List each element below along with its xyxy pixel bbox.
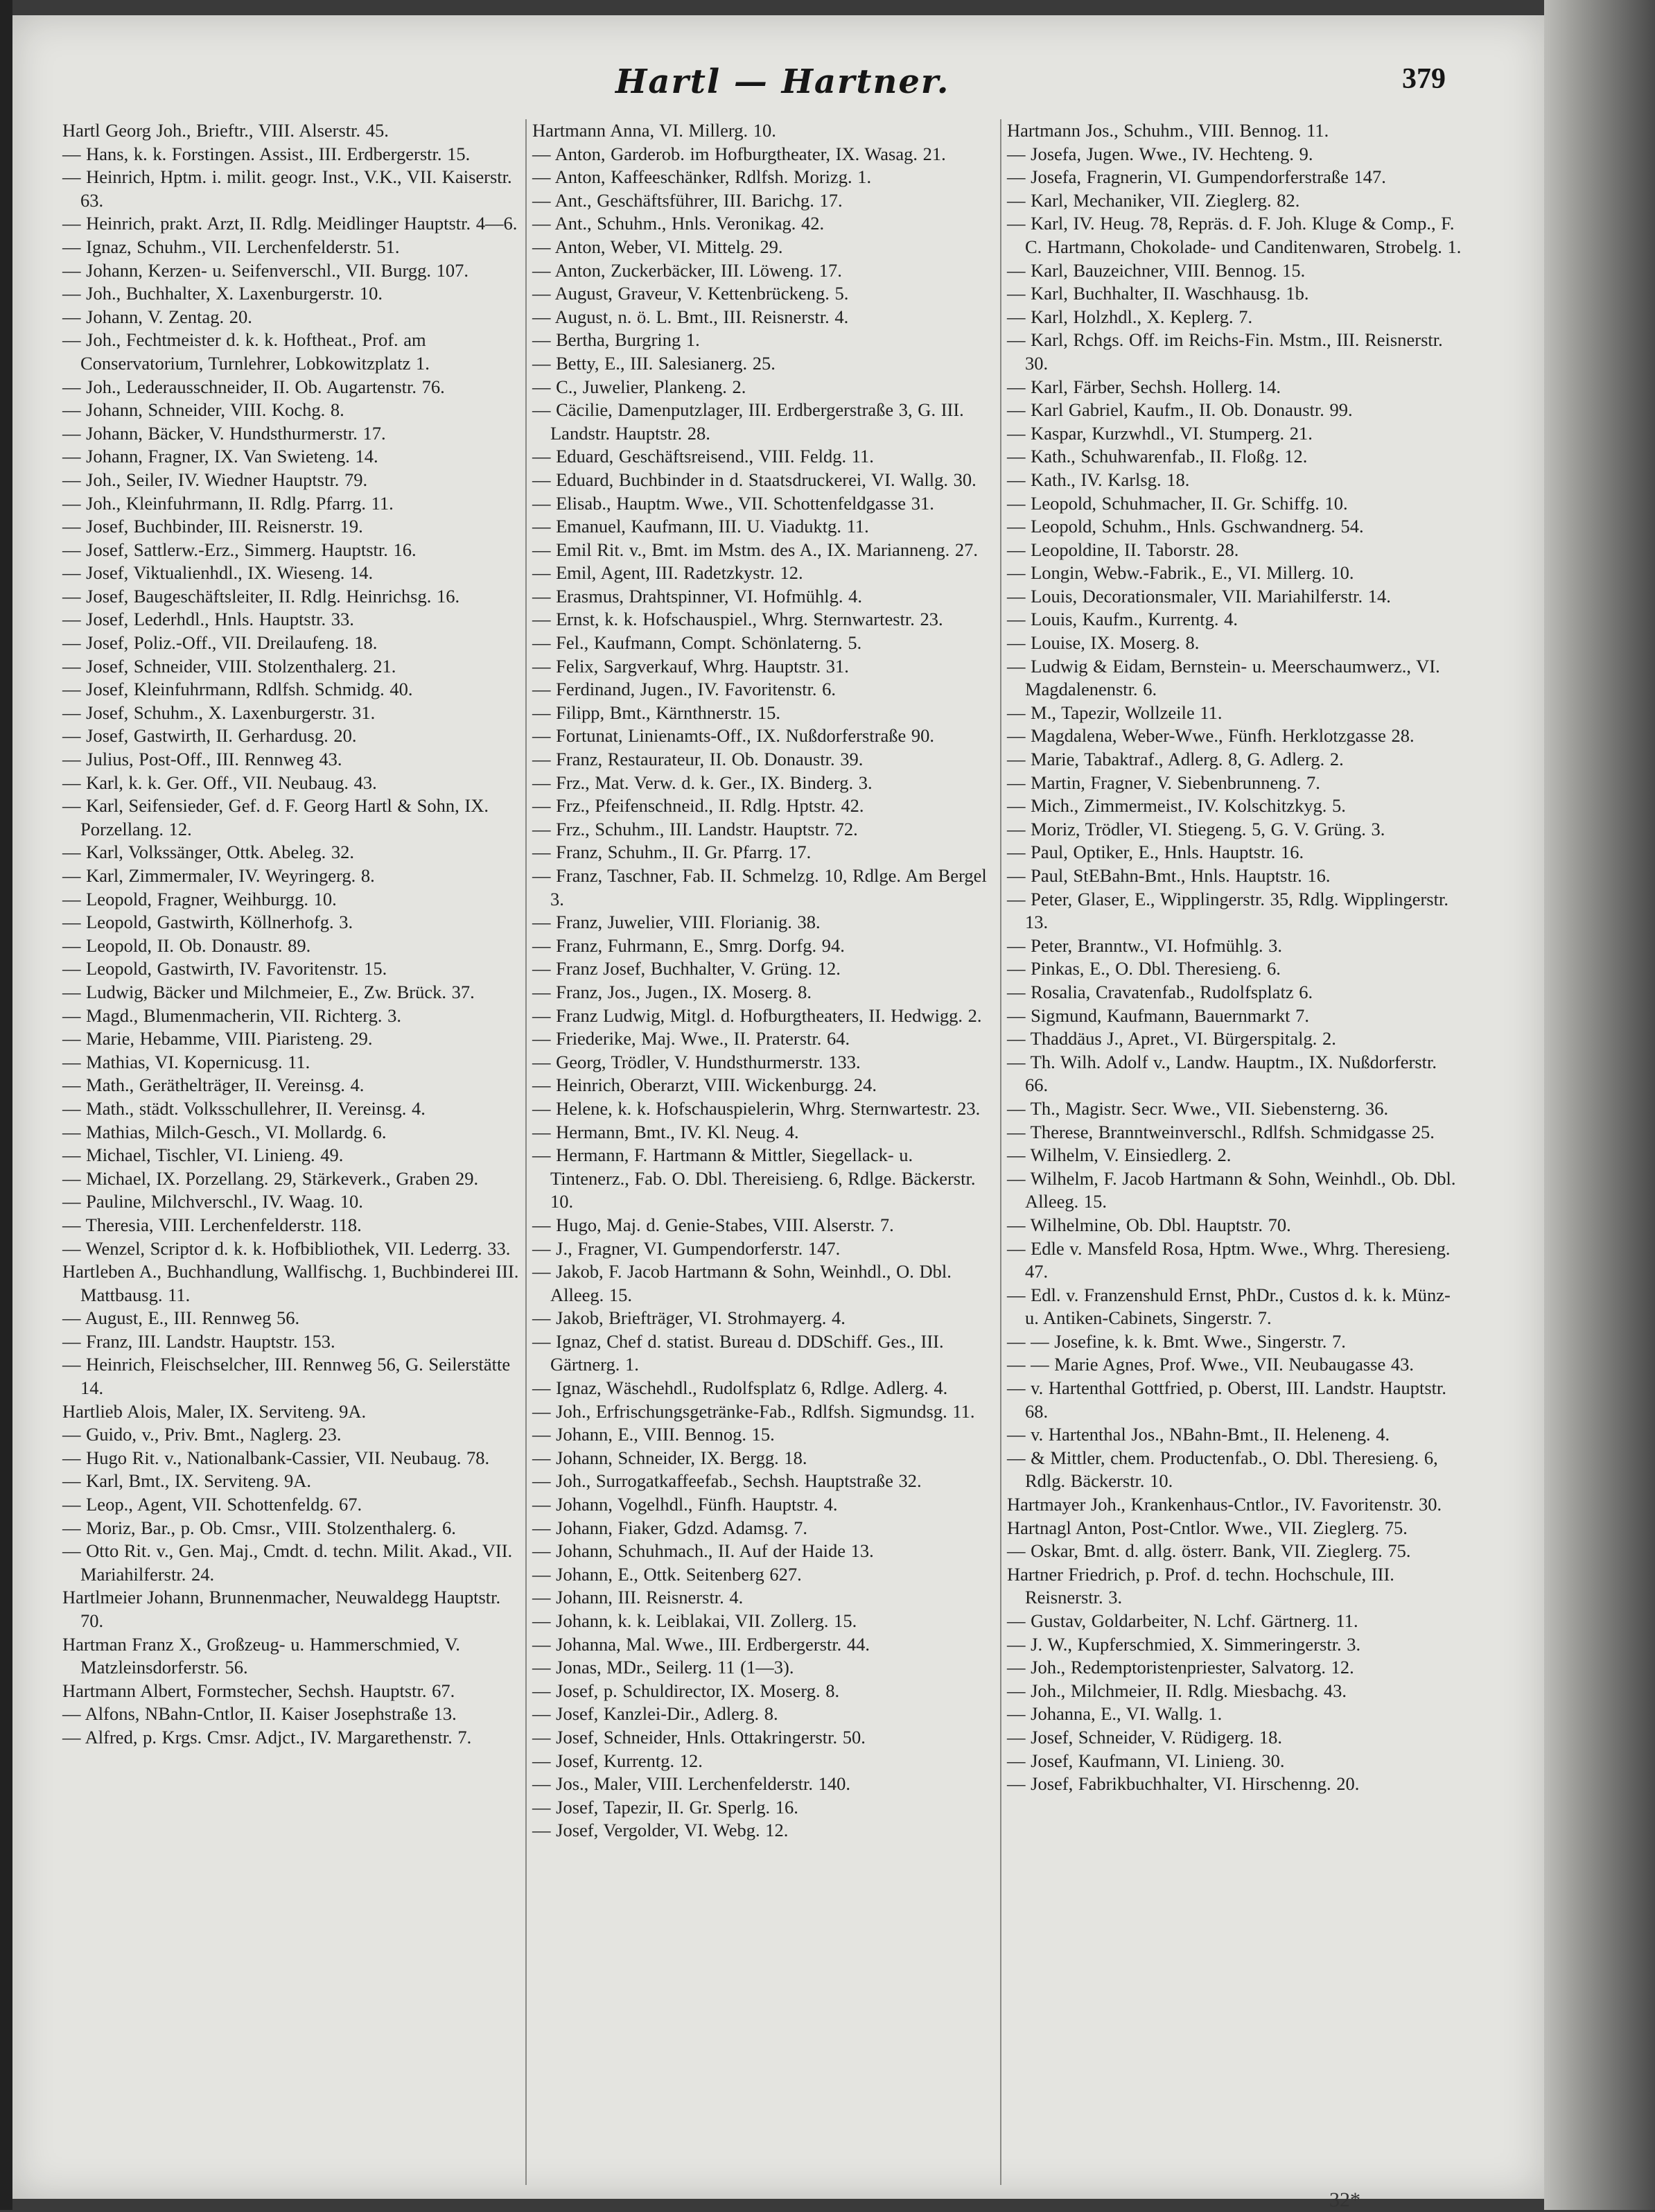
directory-entry: — Moriz, Trödler, VI. Stiegeng. 5, G. V. Grüng. 3. bbox=[1007, 818, 1385, 839]
directory-entry: — Ignaz, Schuhm., VII. Lerchenfelderstr. 51. bbox=[62, 236, 400, 257]
directory-entry: — Leopold, II. Ob. Donaustr. 89. bbox=[62, 934, 311, 956]
directory-entry: — Erasmus, Drahtspinner, VI. Hofmühlg. 4. bbox=[532, 585, 862, 607]
directory-entry: — Johanna, Mal. Wwe., III. Erdbergerstr. 44. bbox=[532, 1633, 870, 1655]
directory-entry: — Betty, E., III. Salesianerg. 25. bbox=[532, 352, 776, 374]
directory-entry: — Marie, Tabaktraf., Adlerg. 8, G. Adlerg. 2. bbox=[1007, 749, 1344, 770]
directory-entry: — Wilhelm, F. Jacob Hartmann & Sohn, Weinhdl., Ob. Dbl. Alleeg. 15. bbox=[1007, 1167, 1456, 1212]
directory-entry: — Josef, Fabrikbuchhalter, VI. Hirschenng. 20. bbox=[1007, 1773, 1360, 1795]
directory-entry: — Otto Rit. v., Gen. Maj., Cmdt. d. techn. Milit. Akad., VII. Mariahilferstr. 24. bbox=[62, 1540, 513, 1585]
directory-entry: — Karl, Volkssänger, Ottk. Abeleg. 32. bbox=[62, 842, 355, 863]
directory-entry: — Joh., Lederausschneider, II. Ob. Augartenstr. 76. bbox=[62, 376, 445, 397]
directory-entry: — Jos., Maler, VIII. Lerchenfelderstr. 140. bbox=[532, 1773, 850, 1795]
directory-entry: — Martin, Fragner, V. Siebenbrunneng. 7. bbox=[1007, 772, 1320, 793]
directory-entry: — Mathias, VI. Kopernicusg. 11. bbox=[62, 1051, 310, 1072]
column-1 bbox=[62, 119, 520, 1750]
directory-entry: — Emanuel, Kaufmann, III. U. Viaduktg. 11. bbox=[532, 516, 869, 537]
directory-entry: — Franz, III. Landstr. Hauptstr. 153. bbox=[62, 1330, 335, 1352]
directory-entry: — Karl, Seifensieder, Gef. d. F. Georg Hartl & Sohn, IX. Porzellang. 12. bbox=[62, 795, 489, 839]
directory-entry: — Louis, Kaufm., Kurrentg. 4. bbox=[1007, 609, 1238, 630]
directory-entry: — Josef, Baugeschäftsleiter, II. Rdlg. Heinrichsg. 16. bbox=[62, 585, 460, 607]
directory-entry: — Karl, IV. Heug. 78, Repräs. d. F. Joh. Kluge & Comp., F. C. Hartmann, Chokolade- und Canditenwaren, Strobelg. 1. bbox=[1007, 213, 1462, 257]
directory-entry: — Frz., Mat. Verw. d. k. Ger., IX. Binderg. 3. bbox=[532, 772, 873, 793]
directory-entry: — Wilhelmine, Ob. Dbl. Hauptstr. 70. bbox=[1007, 1214, 1291, 1235]
column-divider bbox=[525, 119, 527, 2185]
directory-entry: — Josef, Schneider, VIII. Stolzenthalerg. 21. bbox=[62, 655, 396, 677]
directory-entry: — M., Tapezir, Wollzeile 11. bbox=[1007, 702, 1223, 723]
directory-entry: — Longin, Webw.-Fabrik., E., VI. Millerg. 10. bbox=[1007, 562, 1354, 584]
directory-entry: — Karl, Rchgs. Off. im Reichs-Fin. Mstm., III. Reisnerstr. 30. bbox=[1007, 329, 1443, 374]
directory-entry: — Emil, Agent, III. Radetzkystr. 12. bbox=[532, 562, 803, 584]
directory-entry: — Felix, Sargverkauf, Whrg. Hauptstr. 31. bbox=[532, 655, 849, 677]
directory-entry: — Joh., Fechtmeister d. k. k. Hoftheat., Prof. am Conservatorium, Turnlehrer, Lobkowitzplatz 1. bbox=[62, 329, 430, 374]
directory-entry: — Hermann, Bmt., IV. Kl. Neug. 4. bbox=[532, 1121, 799, 1142]
directory-entry: — Karl Gabriel, Kaufm., II. Ob. Donaustr. 99. bbox=[1007, 399, 1353, 421]
directory-entry: — Heinrich, Hptm. i. milit. geogr. Inst., V.K., VII. Kaiserstr. 63. bbox=[62, 166, 512, 211]
directory-entry: — Moriz, Bar., p. Ob. Cmsr., VIII. Stolzenthalerg. 6. bbox=[62, 1517, 456, 1538]
directory-entry: — Jakob, F. Jacob Hartmann & Sohn, Weinhdl., O. Dbl. Alleeg. 15. bbox=[532, 1261, 952, 1305]
directory-entry: — Kath., IV. Karlsg. 18. bbox=[1007, 469, 1190, 490]
directory-entry: — Frz., Pfeifenschneid., II. Rdlg. Hptstr. 42. bbox=[532, 795, 864, 817]
directory-entry: Hartnagl Anton, Post-Cntlor. Wwe., VII. Zieglerg. 75. bbox=[1007, 1517, 1408, 1538]
page-gutter-shadow bbox=[0, 0, 12, 2210]
directory-entry: — Ant., Geschäftsführer, III. Barichg. 17. bbox=[532, 189, 843, 211]
directory-entry: — Josef, Schuhm., X. Laxenburgerstr. 31. bbox=[62, 702, 376, 723]
directory-entry: — Wenzel, Scriptor d. k. k. Hofbibliothek, VII. Lederrg. 33. bbox=[62, 1237, 511, 1259]
directory-entry: — Johann, V. Zentag. 20. bbox=[62, 306, 252, 327]
directory-entry: — Franz, Jos., Jugen., IX. Moserg. 8. bbox=[532, 981, 812, 1002]
column-divider bbox=[1000, 119, 1001, 2185]
directory-entry: — Pauline, Milchverschl., IV. Waag. 10. bbox=[62, 1191, 363, 1212]
directory-entry: — Math., Geräthelträger, II. Vereinsg. 4. bbox=[62, 1074, 365, 1096]
directory-entry: — Johann, E., VIII. Bennog. 15. bbox=[532, 1424, 775, 1445]
directory-entry: — Josef, Buchbinder, III. Reisnerstr. 19. bbox=[62, 516, 363, 537]
directory-entry: — Oskar, Bmt. d. allg. österr. Bank, VII. Zieglerg. 75. bbox=[1007, 1540, 1411, 1562]
directory-entry: Hartlmeier Johann, Brunnenmacher, Neuwaldegg Hauptstr. 70. bbox=[62, 1587, 501, 1631]
directory-entry: — Kath., Schuhwarenfab., II. Floßg. 12. bbox=[1007, 446, 1308, 467]
directory-entry: — Joh., Milchmeier, II. Rdlg. Miesbachg. 43. bbox=[1007, 1680, 1347, 1701]
directory-entry: — Bertha, Burgring 1. bbox=[532, 329, 700, 351]
directory-entry: — v. Hartenthal Jos., NBahn-Bmt., II. Heleneng. 4. bbox=[1007, 1424, 1390, 1445]
directory-entry: — Ignaz, Wäschehdl., Rudolfsplatz 6, Rdlge. Adlerg. 4. bbox=[532, 1377, 948, 1399]
directory-entry: — Marie, Hebamme, VIII. Piaristeng. 29. bbox=[62, 1028, 373, 1050]
directory-entry: — Emil Rit. v., Bmt. im Mstm. des A., IX. Marianneng. 27. bbox=[532, 539, 979, 560]
directory-entry: — Louise, IX. Moserg. 8. bbox=[1007, 632, 1200, 654]
directory-entry: Hartmann Jos., Schuhm., VIII. Bennog. 11. bbox=[1007, 120, 1329, 141]
directory-entry: — Ignaz, Chef d. statist. Bureau d. DDSchiff. Ges., III. Gärtnerg. 1. bbox=[532, 1330, 944, 1375]
directory-entry: — Magdalena, Weber-Wwe., Fünfh. Herklotzgasse 28. bbox=[1007, 725, 1415, 747]
directory-entry: — Guido, v., Priv. Bmt., Naglerg. 23. bbox=[62, 1424, 342, 1445]
directory-entry: — Ernst, k. k. Hofschauspiel., Whrg. Sternwartestr. 23. bbox=[532, 609, 943, 630]
directory-entry: — Paul, Optiker, E., Hnls. Hauptstr. 16. bbox=[1007, 842, 1304, 863]
directory-entry: — Leopold, Gastwirth, Köllnerhofg. 3. bbox=[62, 912, 353, 933]
directory-entry: — Helene, k. k. Hofschauspielerin, Whrg. Sternwartestr. 23. bbox=[532, 1097, 981, 1119]
directory-entry: — Joh., Kleinfuhrmann, II. Rdlg. Pfarrg. 11. bbox=[62, 492, 394, 514]
directory-entry: Hartner Friedrich, p. Prof. d. techn. Hochschule, III. Reisnerstr. 3. bbox=[1007, 1563, 1394, 1608]
directory-entry: — Leopold, Gastwirth, IV. Favoritenstr. 15. bbox=[62, 958, 387, 979]
directory-entry: — Franz, Schuhm., II. Gr. Pfarrg. 17. bbox=[532, 842, 812, 863]
directory-entry: — Michael, Tischler, VI. Linieng. 49. bbox=[62, 1144, 344, 1166]
directory-entry: — Hugo, Maj. d. Genie-Stabes, VIII. Alserstr. 7. bbox=[532, 1214, 894, 1235]
directory-entry: — Johann, Schneider, VIII. Kochg. 8. bbox=[62, 399, 344, 421]
directory-entry: — Josef, Vergolder, VI. Webg. 12. bbox=[532, 1820, 789, 1841]
directory-entry: Hartmayer Joh., Krankenhaus-Cntlor., IV. Favoritenstr. 30. bbox=[1007, 1494, 1442, 1515]
directory-entry: — August, E., III. Rennweg 56. bbox=[62, 1307, 300, 1329]
directory-entry: — Franz, Juwelier, VIII. Florianig. 38. bbox=[532, 912, 821, 933]
directory-entry: — Josef, Kanzlei-Dir., Adlerg. 8. bbox=[532, 1703, 778, 1725]
directory-entry: Hartmann Albert, Formstecher, Sechsh. Hauptstr. 67. bbox=[62, 1680, 455, 1701]
directory-entry: — Leopold, Schuhmacher, II. Gr. Schiffg. 10. bbox=[1007, 492, 1348, 514]
directory-entry: — & Mittler, chem. Productenfab., O. Dbl. Theresieng. 6, Rdlg. Bäckerstr. 10. bbox=[1007, 1447, 1438, 1492]
directory-entry: — Edl. v. Franzenshuld Ernst, PhDr., Custos d. k. k. Münz- u. Antiken-Cabinets, Singerstr. 7. bbox=[1007, 1284, 1451, 1329]
directory-entry: — Sigmund, Kaufmann, Bauernmarkt 7. bbox=[1007, 1004, 1310, 1026]
directory-entry: — Johann, k. k. Leiblakai, VII. Zollerg. 15. bbox=[532, 1610, 857, 1631]
directory-entry: — Josef, p. Schuldirector, IX. Moserg. 8. bbox=[532, 1680, 840, 1701]
directory-entry: — Anton, Weber, VI. Mittelg. 29. bbox=[532, 236, 783, 257]
directory-entry: — Ferdinand, Jugen., IV. Favoritenstr. 6. bbox=[532, 679, 837, 700]
directory-entry: — Josef, Gastwirth, II. Gerhardusg. 20. bbox=[62, 725, 357, 747]
directory-entry: — Anton, Garderob. im Hofburgtheater, IX. Wasag. 21. bbox=[532, 143, 946, 164]
directory-entry: — Alfons, NBahn-Cntlor, II. Kaiser Josephstraße 13. bbox=[62, 1703, 457, 1725]
directory-entry: — Mich., Zimmermeist., IV. Kolschitzkyg. 5. bbox=[1007, 795, 1346, 817]
directory-entry: — Joh., Buchhalter, X. Laxenburgerstr. 10. bbox=[62, 283, 383, 304]
directory-entry: — Edle v. Mansfeld Rosa, Hptm. Wwe., Whrg. Theresieng. 47. bbox=[1007, 1237, 1451, 1282]
directory-entry: Hartlieb Alois, Maler, IX. Serviteng. 9A. bbox=[62, 1400, 367, 1422]
directory-entry: — Leop., Agent, VII. Schottenfeldg. 67. bbox=[62, 1494, 362, 1515]
directory-entry: — Th. Wilh. Adolf v., Landw. Hauptm., IX. Nußdorferstr. 66. bbox=[1007, 1051, 1437, 1096]
column-3 bbox=[1007, 119, 1464, 1796]
directory-entry: — Josef, Schneider, Hnls. Ottakringerstr. 50. bbox=[532, 1726, 866, 1748]
directory-entry: — Leopold, Schuhm., Hnls. Gschwandnerg. 54. bbox=[1007, 516, 1364, 537]
directory-entry: — v. Hartenthal Gottfried, p. Oberst, III. Landstr. Hauptstr. 68. bbox=[1007, 1377, 1447, 1422]
directory-entry: — Joh., Surrogatkaffeefab., Sechsh. Hauptstraße 32. bbox=[532, 1470, 922, 1492]
signature-mark: 32* bbox=[1329, 2188, 1360, 2211]
directory-entry: — Ludwig & Eidam, Bernstein- u. Meerschaumwerz., VI. Magdalenenstr. 6. bbox=[1007, 655, 1440, 700]
directory-entry: — Franz Josef, Buchhalter, V. Grüng. 12. bbox=[532, 958, 841, 979]
directory-entry: — Heinrich, Fleischselcher, III. Rennweg 56, G. Seilerstätte 14. bbox=[62, 1354, 511, 1399]
directory-entry: — Josef, Poliz.-Off., VII. Dreilaufeng. 18. bbox=[62, 632, 378, 654]
directory-entry: — Filipp, Bmt., Kärnthnerstr. 15. bbox=[532, 702, 781, 723]
directory-entry: — Karl, Bmt., IX. Serviteng. 9A. bbox=[62, 1470, 312, 1492]
directory-entry: — J., Fragner, VI. Gumpendorferstr. 147. bbox=[532, 1237, 841, 1259]
directory-entry: — Josef, Schneider, V. Rüdigerg. 18. bbox=[1007, 1726, 1283, 1748]
directory-entry: — Magd., Blumenmacherin, VII. Richterg. 3. bbox=[62, 1004, 402, 1026]
directory-entry: — Julius, Post-Off., III. Rennweg 43. bbox=[62, 749, 342, 770]
directory-entry: — Josef, Kurrentg. 12. bbox=[532, 1750, 703, 1771]
column-2 bbox=[532, 119, 990, 1843]
directory-entry: — Rosalia, Cravatenfab., Rudolfsplatz 6. bbox=[1007, 981, 1313, 1002]
directory-entry: — Josef, Sattlerw.-Erz., Simmerg. Hauptstr. 16. bbox=[62, 539, 417, 560]
directory-entry: — Heinrich, prakt. Arzt, II. Rdlg. Meidlinger Hauptstr. 4—6. bbox=[62, 213, 518, 234]
directory-entry: — Mathias, Milch-Gesch., VI. Mollardg. 6. bbox=[62, 1121, 387, 1142]
directory-entry: — Josef, Lederhdl., Hnls. Hauptstr. 33. bbox=[62, 609, 354, 630]
directory-entry: Hartmann Anna, VI. Millerg. 10. bbox=[532, 120, 776, 141]
directory-entry: — Therese, Branntweinverschl., Rdlfsh. Schmidgasse 25. bbox=[1007, 1121, 1435, 1142]
directory-entry: — August, n. ö. L. Bmt., III. Reisnerstr. 4. bbox=[532, 306, 849, 327]
page-header bbox=[12, 57, 1544, 119]
directory-entry: — Franz Ludwig, Mitgl. d. Hofburgtheaters, II. Hedwigg. 2. bbox=[532, 1004, 982, 1026]
directory-entry: — Franz, Restaurateur, II. Ob. Donaustr. 39. bbox=[532, 749, 864, 770]
directory-entry: — J. W., Kupferschmied, X. Simmeringerstr. 3. bbox=[1007, 1633, 1361, 1655]
directory-entry: — Franz, Taschner, Fab. II. Schmelzg. 10, Rdlge. Am Bergel 3. bbox=[532, 865, 987, 909]
directory-entry: — Anton, Kaffeeschänker, Rdlfsh. Morizg. 1. bbox=[532, 166, 872, 188]
directory-entry: — Louis, Decorationsmaler, VII. Mariahilferstr. 14. bbox=[1007, 585, 1391, 607]
directory-entry: — Karl, Zimmermaler, IV. Weyringerg. 8. bbox=[62, 865, 375, 886]
directory-entry: — Eduard, Buchbinder in d. Staatsdruckerei, VI. Wallg. 30. bbox=[532, 469, 977, 490]
directory-entry: — Elisab., Hauptm. Wwe., VII. Schottenfeldgasse 31. bbox=[532, 492, 934, 514]
directory-entry: — Johanna, E., VI. Wallg. 1. bbox=[1007, 1703, 1223, 1725]
directory-entry: — Joh., Erfrischungsgetränke-Fab., Rdlfsh. Sigmundsg. 11. bbox=[532, 1400, 975, 1422]
directory-entry: — Jonas, MDr., Seilerg. 11 (1—3). bbox=[532, 1657, 794, 1678]
directory-entry: — Hans, k. k. Forstingen. Assist., III. Erdbergerstr. 15. bbox=[62, 143, 471, 164]
directory-entry: — Fel., Kaufmann, Compt. Schönlaterng. 5. bbox=[532, 632, 862, 654]
directory-entry: — Alfred, p. Krgs. Cmsr. Adjct., IV. Margarethenstr. 7. bbox=[62, 1726, 472, 1748]
directory-entry: Hartl Georg Joh., Brieftr., VIII. Alserstr. 45. bbox=[62, 120, 389, 141]
directory-entry: — Leopoldine, II. Taborstr. 28. bbox=[1007, 539, 1239, 560]
directory-entry: — Johann, Kerzen- u. Seifenverschl., VII. Burgg. 107. bbox=[62, 259, 469, 281]
directory-entry: — Josef, Tapezir, II. Gr. Sperlg. 16. bbox=[532, 1796, 798, 1818]
directory-entry: — Johann, E., Ottk. Seitenberg 627. bbox=[532, 1563, 802, 1585]
directory-entry: — Anton, Zuckerbäcker, III. Löweng. 17. bbox=[532, 259, 842, 281]
directory-entry: — Theresia, VIII. Lerchenfelderstr. 118. bbox=[62, 1214, 362, 1235]
directory-entry: — Peter, Glaser, E., Wipplingerstr. 35, Rdlg. Wipplingerstr. 13. bbox=[1007, 888, 1448, 933]
directory-entry: — Cäcilie, Damenputzlager, III. Erdbergerstraße 3, G. III. Landstr. Hauptstr. 28. bbox=[532, 399, 964, 444]
directory-entry: — Paul, StEBahn-Bmt., Hnls. Hauptstr. 16. bbox=[1007, 865, 1331, 886]
directory-entry: — Josef, Viktualienhdl., IX. Wieseng. 14. bbox=[62, 562, 374, 584]
directory-entry: — C., Juwelier, Plankeng. 2. bbox=[532, 376, 746, 397]
directory-entry: — Georg, Trödler, V. Hundsthurmerstr. 133. bbox=[532, 1051, 861, 1072]
directory-entry: Hartman Franz X., Großzeug- u. Hammerschmied, V. Matzleinsdorferstr. 56. bbox=[62, 1633, 460, 1678]
directory-entry: — Johann, Schuhmach., II. Auf der Haide 13. bbox=[532, 1540, 874, 1562]
page-title: Hartl — Hartner. bbox=[615, 62, 950, 101]
directory-page bbox=[12, 15, 1544, 2211]
directory-entry: — Johann, Schneider, IX. Bergg. 18. bbox=[532, 1447, 807, 1468]
directory-entry: — — Josefine, k. k. Bmt. Wwe., Singerstr. 7. bbox=[1007, 1330, 1346, 1352]
directory-entry: — Peter, Branntw., VI. Hofmühlg. 3. bbox=[1007, 934, 1282, 956]
directory-entry: — August, Graveur, V. Kettenbrückeng. 5. bbox=[532, 283, 849, 304]
directory-entry: — Joh., Seiler, IV. Wiedner Hauptstr. 79. bbox=[62, 469, 368, 490]
book-edge bbox=[1544, 0, 1655, 2210]
directory-entry: — Karl, Färber, Sechsh. Hollerg. 14. bbox=[1007, 376, 1281, 397]
directory-entry: — Johann, Vogelhdl., Fünfh. Hauptstr. 4. bbox=[532, 1494, 838, 1515]
directory-entry: — Wilhelm, V. Einsiedlerg. 2. bbox=[1007, 1144, 1232, 1166]
directory-entry: — Jakob, Briefträger, VI. Strohmayerg. 4. bbox=[532, 1307, 846, 1329]
directory-entry: — Eduard, Geschäftsreisend., VIII. Feldg. 11. bbox=[532, 446, 874, 467]
directory-entry: — Leopold, Fragner, Weihburgg. 10. bbox=[62, 888, 337, 909]
directory-entry: — Heinrich, Oberarzt, VIII. Wickenburgg. 24. bbox=[532, 1074, 877, 1096]
directory-entry: — Friederike, Maj. Wwe., II. Praterstr. 64. bbox=[532, 1028, 850, 1050]
directory-entry: — Hermann, F. Hartmann & Mittler, Siegellack- u. Tintenerz., Fab. O. Dbl. Thereisieng. 6, Rdlge. Bäckerstr. 10. bbox=[532, 1144, 976, 1212]
directory-entry: — Johann, Fiaker, Gdzd. Adamsg. 7. bbox=[532, 1517, 807, 1538]
directory-entry: — Josefa, Fragnerin, VI. Gumpendorferstraße 147. bbox=[1007, 166, 1386, 188]
page-number: 379 bbox=[1402, 63, 1446, 95]
directory-entry: — Frz., Schuhm., III. Landstr. Hauptstr. 72. bbox=[532, 818, 858, 839]
directory-entry: — Kaspar, Kurzwhdl., VI. Stumperg. 21. bbox=[1007, 422, 1313, 444]
directory-entry: — Josef, Kleinfuhrmann, Rdlfsh. Schmidg. 40. bbox=[62, 679, 413, 700]
directory-entry: — Joh., Redemptoristenpriester, Salvatorg. 12. bbox=[1007, 1657, 1354, 1678]
directory-entry: — Karl, Holzhdl., X. Keplerg. 7. bbox=[1007, 306, 1253, 327]
directory-entry: — Michael, IX. Porzellang. 29, Stärkeverk., Graben 29. bbox=[62, 1167, 479, 1189]
directory-entry: — Ludwig, Bäcker und Milchmeier, E., Zw. Brück. 37. bbox=[62, 981, 475, 1002]
directory-entry: — Karl, Bauzeichner, VIII. Bennog. 15. bbox=[1007, 259, 1306, 281]
directory-entry: — Johann, III. Reisnerstr. 4. bbox=[532, 1587, 744, 1608]
directory-entry: — Th., Magistr. Secr. Wwe., VII. Siebensterng. 36. bbox=[1007, 1097, 1389, 1119]
directory-entry: — Thaddäus J., Apret., VI. Bürgerspitalg. 2. bbox=[1007, 1028, 1336, 1050]
directory-entry: — Karl, k. k. Ger. Off., VII. Neubaug. 43. bbox=[62, 772, 377, 793]
directory-entry: — Math., städt. Volksschullehrer, II. Vereinsg. 4. bbox=[62, 1097, 426, 1119]
directory-entry: — Hugo Rit. v., Nationalbank-Cassier, VII. Neubaug. 78. bbox=[62, 1447, 490, 1468]
directory-entry: — Josef, Kaufmann, VI. Linieng. 30. bbox=[1007, 1750, 1285, 1771]
directory-entry: — Johann, Fragner, IX. Van Swieteng. 14. bbox=[62, 446, 378, 467]
directory-entry: — Karl, Mechaniker, VII. Zieglerg. 82. bbox=[1007, 189, 1300, 211]
directory-entry: — Johann, Bäcker, V. Hundsthurmerstr. 17. bbox=[62, 422, 386, 444]
directory-entry: — Franz, Fuhrmann, E., Smrg. Dorfg. 94. bbox=[532, 934, 845, 956]
directory-entry: — Pinkas, E., O. Dbl. Theresieng. 6. bbox=[1007, 958, 1281, 979]
directory-entry: — Karl, Buchhalter, II. Waschhausg. 1b. bbox=[1007, 283, 1309, 304]
directory-entry: — Fortunat, Linienamts-Off., IX. Nußdorferstraße 90. bbox=[532, 725, 935, 747]
directory-entry: — Ant., Schuhm., Hnls. Veronikag. 42. bbox=[532, 213, 825, 234]
directory-entry: — — Marie Agnes, Prof. Wwe., VII. Neubaugasse 43. bbox=[1007, 1354, 1414, 1375]
directory-entry: — Josefa, Jugen. Wwe., IV. Hechteng. 9. bbox=[1007, 143, 1313, 164]
directory-entry: Hartleben A., Buchhandlung, Wallfischg. 1, Buchbinderei III. Mattbausg. 11. bbox=[62, 1261, 519, 1305]
directory-entry: — Gustav, Goldarbeiter, N. Lchf. Gärtnerg. 11. bbox=[1007, 1610, 1358, 1631]
